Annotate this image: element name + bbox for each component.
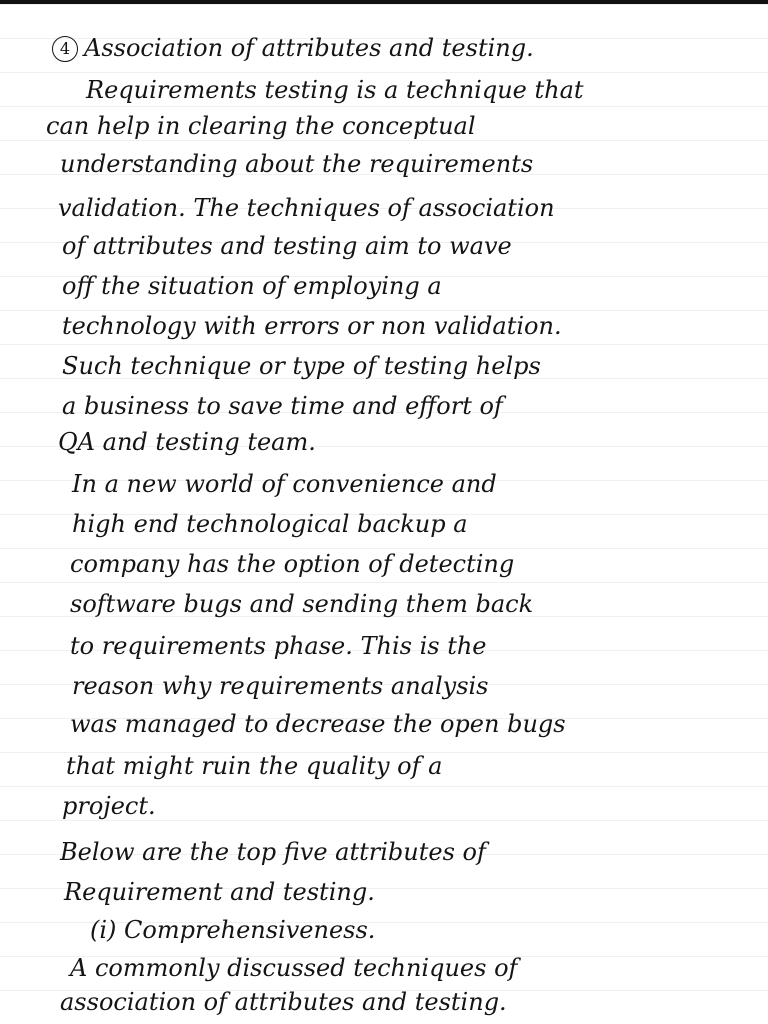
text-line: QA and testing team. <box>58 428 316 456</box>
text-line: Requirement and testing. <box>64 878 375 906</box>
text-line: a business to save time and effort of <box>62 392 503 420</box>
text-line: that might ruin the quality of a <box>66 752 443 780</box>
text-line: was managed to decrease the open bugs <box>70 710 566 738</box>
text-line: Requirements testing is a technique that <box>86 76 584 104</box>
text-line: Below are the top five attributes of <box>60 838 486 866</box>
text-line: In a new world of convenience and <box>72 470 497 498</box>
text-line: can help in clearing the conceptual <box>46 112 476 140</box>
text-line: association of attributes and testing. <box>60 988 507 1016</box>
text-line: of attributes and testing aim to wave <box>62 232 512 260</box>
text-line-heading <box>52 34 534 62</box>
text-line: company has the option of detecting <box>70 550 515 578</box>
text-line: high end technological backup a <box>72 510 468 538</box>
text-line: A commonly discussed techniques of <box>70 954 518 982</box>
text-line: software bugs and sending them back <box>70 590 534 618</box>
text-line: off the situation of employing a <box>62 272 442 300</box>
item-number-circle: 4 <box>52 36 78 62</box>
text-line: to requirements phase. This is the <box>70 632 487 660</box>
text-line: Such technique or type of testing helps <box>62 352 541 380</box>
text-line: project. <box>62 792 156 820</box>
text-line: technology with errors or non validation. <box>62 312 562 340</box>
text-line: understanding about the requirements <box>60 150 534 178</box>
text-line: reason why requirements analysis <box>72 672 489 700</box>
heading-text: Association of attributes and testing. <box>84 34 534 62</box>
text-line: validation. The techniques of association <box>58 194 555 222</box>
text-line: (i) Comprehensiveness. <box>90 916 376 944</box>
